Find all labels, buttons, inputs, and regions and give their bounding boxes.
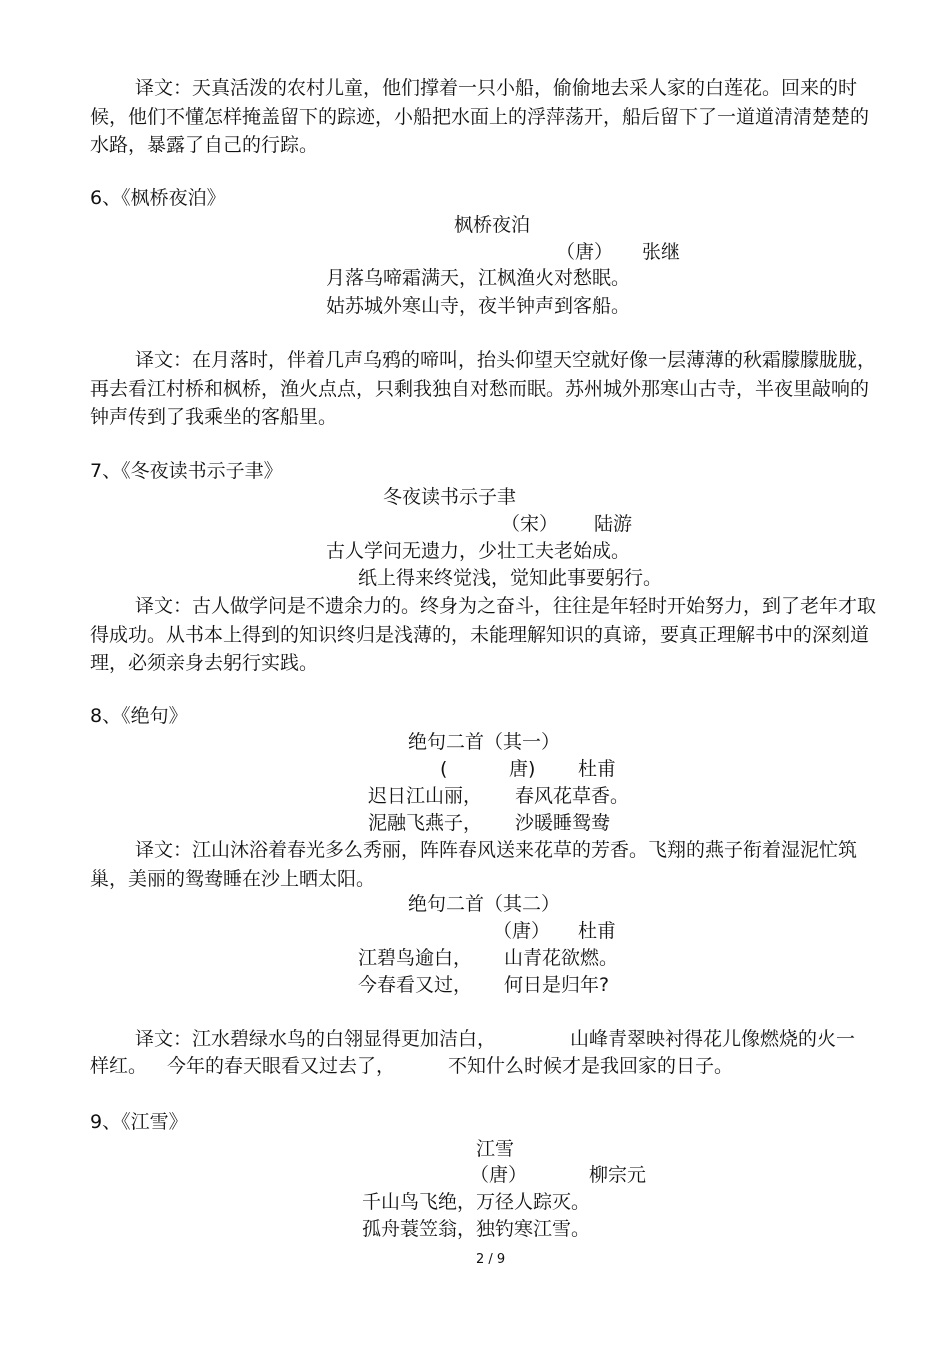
poem-dynasty: （宋） xyxy=(501,513,559,535)
poem-line: 孤舟蓑笠翁，独钓寒江雪。 xyxy=(362,1218,591,1240)
poem-title: 绝句二首（其一） xyxy=(408,731,561,753)
poem-line: 今春看又过， xyxy=(358,974,473,996)
poem-dynasty: （唐） xyxy=(470,1164,528,1186)
poem-line: 姑苏城外寒山寺，夜半钟声到客船。 xyxy=(326,295,631,317)
poem-line: 迟日江山丽， xyxy=(368,785,483,807)
poem-author: 杜甫 xyxy=(578,920,617,942)
poem-title: 冬夜读书示子聿 xyxy=(383,486,517,508)
poem-title: 江雪 xyxy=(476,1138,515,1160)
translation-text: 译文：江水碧绿水鸟的白翎显得更加洁白， xyxy=(135,1028,497,1050)
poem-dynasty: （唐） xyxy=(556,241,614,263)
poem-author: 柳宗元 xyxy=(589,1164,647,1186)
poem-author: 张继 xyxy=(642,241,681,263)
poem-title: 绝句二首（其二） xyxy=(408,893,561,915)
poem-line: 月落乌啼霜满天，江枫渔火对愁眠。 xyxy=(326,267,631,289)
poem-title: 枫桥夜泊 xyxy=(454,214,531,236)
poem-line: 山青花欲燃。 xyxy=(504,947,619,969)
translation-text: 山峰青翠映衬得花儿像燃烧的火一 xyxy=(570,1028,856,1050)
page-number: 2 / 9 xyxy=(476,1252,506,1267)
translation-paragraph: 译文：在月落时，伴着几声乌鸦的啼叫，抬头仰望天空就好像一层薄薄的秋霜朦朦胧胧，再去看江村桥和枫桥，渔火点点，只剩我独自对愁而眠。苏州城外那寒山古寺，半夜里敲响的钟声传到了我乘坐的客船里。 xyxy=(90,349,877,428)
poem-author: 陆游 xyxy=(594,513,633,535)
translation-text: 样红。 xyxy=(90,1055,148,1077)
poem-line: 纸上得来终觉浅，觉知此事要躬行。 xyxy=(358,567,663,589)
poem-line: 古人学问无遗力，少壮工夫老始成。 xyxy=(326,540,631,562)
translation-text: 今年的春天眼看又过去了， xyxy=(167,1055,396,1077)
poem-line: 泥融飞燕子， xyxy=(368,812,483,834)
poem-line: 千山鸟飞绝，万径人踪灭。 xyxy=(362,1191,591,1213)
section-heading-6: 6、《枫桥夜泊》 xyxy=(90,187,226,209)
poem-line: 春风花草香。 xyxy=(515,785,630,807)
poem-dynasty: 唐) xyxy=(509,758,536,780)
translation-text: 不知什么时候才是我回家的日子。 xyxy=(448,1055,734,1077)
poem-line: 何日是归年? xyxy=(504,974,610,996)
translation-paragraph: 译文：古人做学问是不遗余力的。终身为之奋斗，往往是年轻时开始努力，到了老年才取得成功。从书本上得到的知识终归是浅薄的，未能理解知识的真谛，要真正理解书中的深刻道理，必须亲身去躬行实践。 xyxy=(90,595,877,674)
section-heading-8: 8、《绝句》 xyxy=(90,705,188,727)
poem-line: 江碧鸟逾白， xyxy=(358,947,473,969)
section-heading-7: 7、《冬夜读书示子聿》 xyxy=(90,460,283,482)
poem-dynasty: ( xyxy=(440,758,448,780)
translation-paragraph-1: 译文：天真活泼的农村儿童，他们撑着一只小船，偷偷地去采人家的白莲花。回来的时候，他们不懂怎样掩盖留下的踪迹，小船把水面上的浮萍荡开，船后留下了一道道清清楚楚的水路，暴露了自己的行踪。 xyxy=(90,77,870,156)
poem-line: 沙暖睡鸳鸯 xyxy=(515,812,611,834)
poem-dynasty: （唐） xyxy=(493,920,551,942)
translation-paragraph: 译文：江山沐浴着春光多么秀丽，阵阵春风送来花草的芳香。飞翔的燕子衔着湿泥忙筑巢，美丽的鸳鸯睡在沙上晒太阳。 xyxy=(90,839,858,890)
section-heading-9: 9、《江雪》 xyxy=(90,1111,188,1133)
poem-author: 杜甫 xyxy=(578,758,617,780)
